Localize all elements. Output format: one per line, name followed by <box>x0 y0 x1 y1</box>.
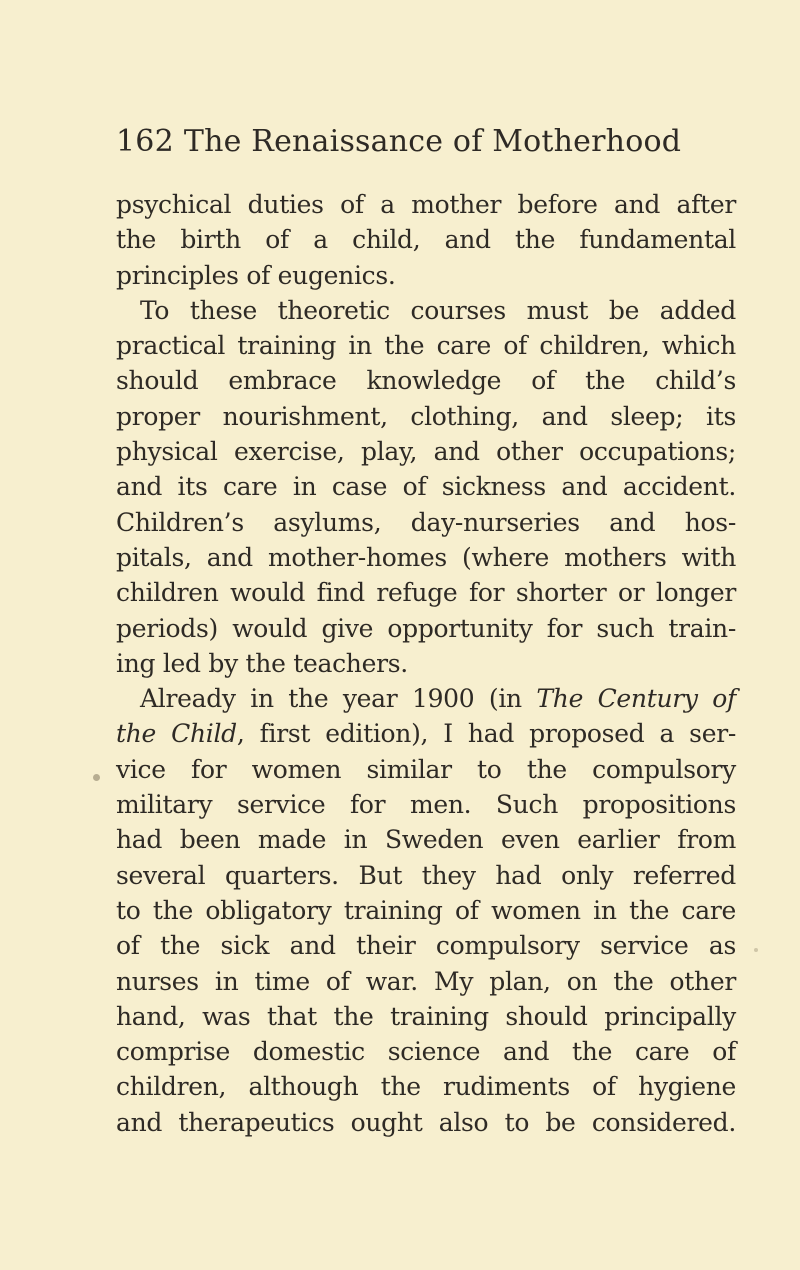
text-line: children, although the rudiments of hygiene <box>116 1072 736 1102</box>
text-line: military service for men. Such propositions <box>116 790 736 820</box>
text-line: and therapeutics ought also to be considered. <box>116 1107 736 1137</box>
text-line: had been made in Sweden even earlier from <box>116 825 736 855</box>
text-line: pitals, and mother-homes (where mothers with <box>116 542 736 572</box>
text-line: should embrace knowledge of the child’s <box>116 366 736 396</box>
text-segment: , first edition), I had proposed a ser- <box>236 719 736 749</box>
paper-speck <box>754 948 758 952</box>
page-header <box>116 124 681 160</box>
text-line: To these theoretic courses must be added <box>140 295 736 325</box>
text-line: and its care in case of sickness and accident. <box>116 472 736 502</box>
text-line: several quarters. But they had only referred <box>116 860 736 890</box>
text-line: comprise domestic science and the care of <box>116 1037 736 1067</box>
text-line: of the sick and their compulsory service as <box>116 931 736 961</box>
text-line: hand, was that the training should principally <box>116 1001 736 1031</box>
page-number: 162 <box>116 124 174 159</box>
paper-speck <box>93 774 100 781</box>
text-line: psychical duties of a mother before and after <box>116 190 736 219</box>
text-line: vice for women similar to the compulsory <box>116 754 736 784</box>
text-line: nurses in time of war. My plan, on the other <box>116 966 736 996</box>
text-line: practical training in the care of children, which <box>116 331 736 361</box>
book-title-italic: the Child <box>116 719 237 749</box>
text-segment: Already in the year 1900 (in <box>140 684 537 714</box>
text-line: ing led by the teachers. <box>116 648 408 678</box>
text-line <box>116 681 736 716</box>
text-line: Children’s asylums, day-nurseries and hos- <box>116 507 736 537</box>
text-line: proper nourishment, clothing, and sleep; its <box>116 401 736 431</box>
text-line: the birth of a child, and the fundamental <box>116 225 736 255</box>
text-line: children would find refuge for shorter or longer <box>116 578 736 608</box>
running-title: The Renaissance of Motherhood <box>183 124 682 159</box>
body-text <box>116 187 736 1140</box>
text-line: periods) would give opportunity for such train- <box>116 613 736 643</box>
text-line <box>116 716 736 751</box>
text-line: physical exercise, play, and other occupations; <box>116 437 736 467</box>
book-title-italic: The Century of <box>536 684 736 714</box>
text-line: to the obligatory training of women in the care <box>116 895 736 925</box>
text-line: principles of eugenics. <box>116 260 396 290</box>
